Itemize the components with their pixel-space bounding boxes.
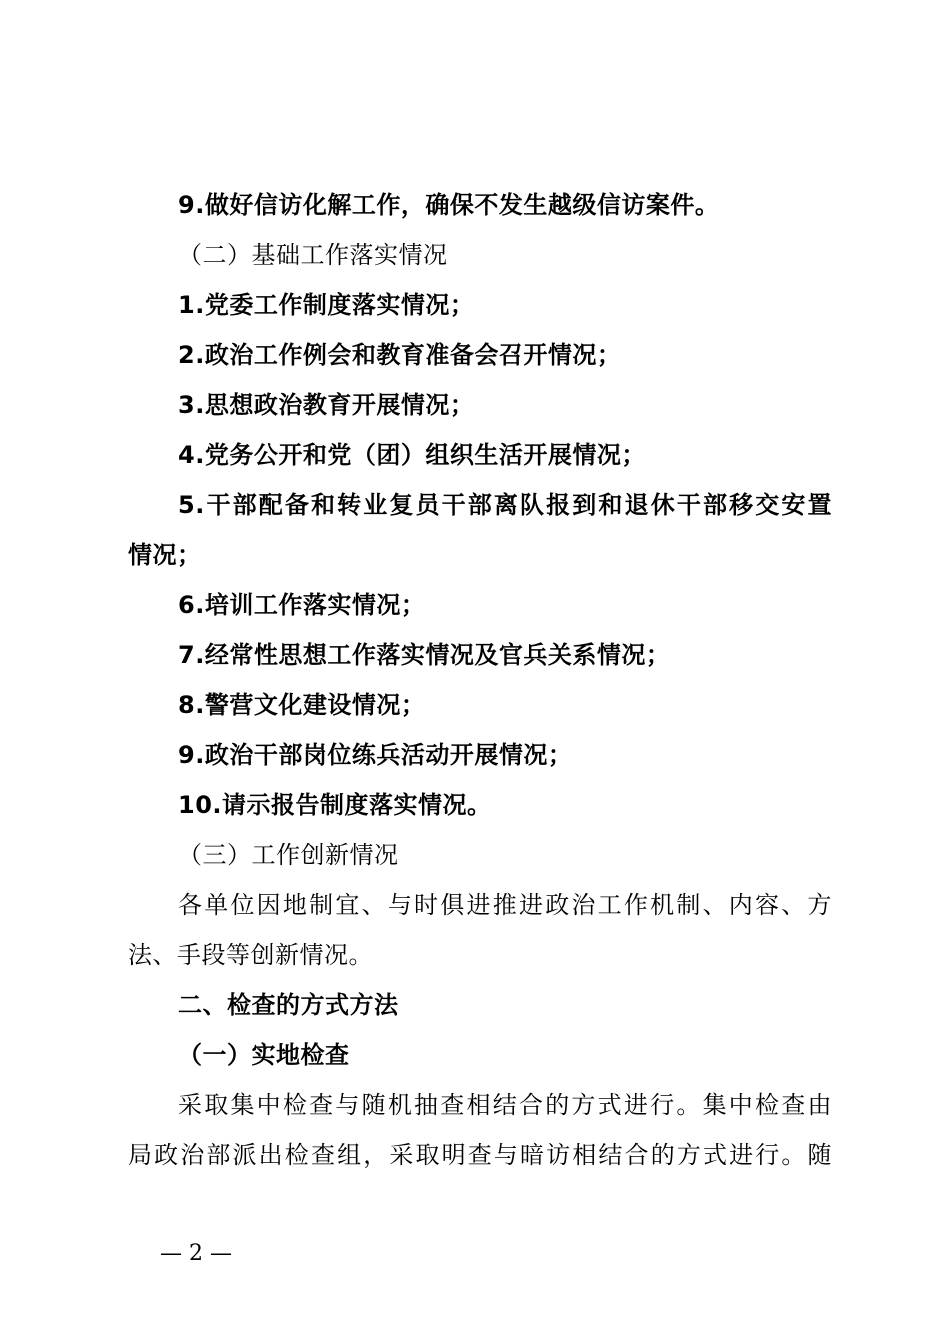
innovation-paragraph-line-1: 各单位因地制宜、与时俱进推进政治工作机制、内容、方: [178, 891, 832, 919]
item-4-party-affairs: 4.党务公开和党（团）组织生活开展情况；: [178, 441, 646, 469]
item-7-ideological-work: 7.经常性思想工作落实情况及官兵关系情况；: [178, 641, 671, 669]
item-2-political-meetings: 2.政治工作例会和教育准备会召开情况；: [178, 341, 622, 369]
item-1-party-committee: 1.党委工作制度落实情况；: [178, 291, 475, 319]
onsite-paragraph-line-1: 采取集中检查与随机抽查相结合的方式进行。集中检查由: [178, 1091, 832, 1119]
section-heading-basic-work: （二）基础工作落实情况: [178, 241, 448, 269]
subsection-heading-onsite: （一）实地检查: [178, 1041, 350, 1069]
onsite-paragraph-line-2: 局政治部派出检查组，采取明查与暗访相结合的方式进行。随: [128, 1141, 832, 1169]
item-9-cadre-training: 9.政治干部岗位练兵活动开展情况；: [178, 741, 573, 769]
item-8-camp-culture: 8.警营文化建设情况；: [178, 691, 426, 719]
item-6-training: 6.培训工作落实情况；: [178, 591, 426, 619]
item-3-political-education: 3.思想政治教育开展情况；: [178, 391, 475, 419]
page-number: — 2 —: [160, 1241, 232, 1266]
item-5-cadre-allocation: 5.干部配备和转业复员干部离队报到和退休干部移交安置: [178, 491, 832, 519]
item-10-reporting: 10.请示报告制度落实情况。: [178, 791, 492, 819]
section-heading-innovation: （三）工作创新情况: [178, 841, 399, 869]
document-body: [128, 180, 832, 1180]
item-9-petition: 9.做好信访化解工作，确保不发生越级信访案件。: [178, 191, 720, 219]
section-heading-methods: 二、检查的方式方法: [178, 991, 399, 1019]
item-5-continuation: 情况；: [128, 541, 202, 569]
innovation-paragraph-line-2: 法、手段等创新情况。: [128, 941, 373, 969]
